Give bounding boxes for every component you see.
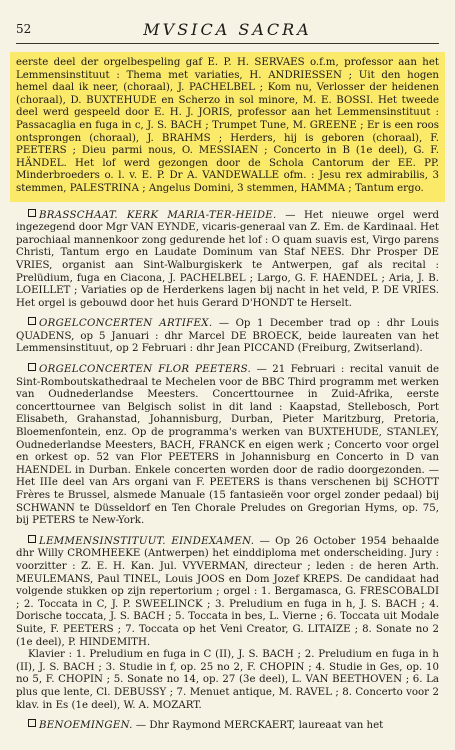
highlighted-paragraph: eerste deel der orgelbespeling gaf E. P. H. SERVAES o.f.m, professor aan het Lemmensinstituut : Thema met variaties, H. ANDRIESSEN ; Uit den hogen hemel daal ik neer, (choraal), J. PACHELBEL ; Kom nu, Verlosser der heidenen (choraal), D. BUXTEHUDE en Scherzo in sol minore, M. E. BOSSI. Het tweede deel werd gespeeld door E. H. J. JORIS, professor aan het Lemmensinstituut : Passacaglia en fuga in c, J. S. BACH ; Trumpet Tune, M. GREENE ; Er is een roos ontsprongen (choraal), J. BRAHMS ; Herders, hij is geboren (choraal), F. PEETERS ; Dieu parmi nous, O. MESSIAEN ; Concerto in B (1e deel), G. F. HÄNDEL. Het lof werd gezongen door de Schola Cantorum der EE. PP. Minderbroeders o. l. v. E. P. Dr A. VANDEWALLE ofm. : Jesu rex admirabilis, 3 stemmen, PALESTRINA ; Angelus Domini, 3 stemmen, HAMMA ; Tantum ergo. [10,52,445,202]
section-marker-icon [28,209,36,217]
section-heading: ORGELCONCERTEN FLOR PEETERS. [39,364,252,376]
section-marker-icon [28,535,36,543]
section-klavier [16,649,439,712]
section-heading: LEMMENSINSTITUUT. EINDEXAMEN. [39,535,255,547]
section-marker-icon [28,719,36,727]
article-body [16,52,439,733]
running-header [16,20,439,40]
section-heading: BRASSCHAAT. KERK MARIA-TER-HEIDE. [39,209,277,221]
section-heading: BENOEMINGEN. [39,720,133,732]
section-text: — 21 Februari : recital vanuit de Sint-Romboutskathedraal te Mechelen voor de BBC Third programm met werken van Oudnederlandse Meesters. Concerttournee in Zuid-Afrika, eerste concerttournee van Belgisch solist in dit land : Kaapstad, Stellebosch, Port Elisabeth, Grahanstad, Johannisburg, Durban, Pieter Maritzburg, Pretoria, Bloemenfontein, enz. Op de programma's werken van BUXTEHUDE, STANLEY, Oudnederlandse Meesters, BACH, FRANCK en eigen werk ; Concerto voor orgel en orkest op. 52 van Flor PEETERS in Johannisburg en Concerto in D van HAENDEL in Durban. Enkele concerten worden door de radio doorgezonden. — Het IIIe deel van Ars organi van F. PEETERS is thans verschenen bij SCHOTT Frères te Brussel, alsmede Manuale (15 fantasieën voor orgel zonder pedaal) bij SCHWANN te Düsseldorf en Ten Chorale Preludes on Gregorian Hyms, op. 75, bij PETERS te New-York. [16,364,439,527]
section-heading: ORGELCONCERTEN ARTIFEX. [39,318,213,330]
header-rule [16,43,439,44]
section-marker-icon [28,317,36,325]
page-number: 52 [16,22,32,36]
section-marker-icon [28,363,36,371]
running-title: MVSICA SACRA [143,20,312,39]
section-text: — Op 1 December trad op : dhr Louis QUADENS, op 5 Januari : dhr Marcel DE BROECK, beide laureaten van het Lemmensinstituut, op 2 Februari : dhr Jean PICCAND (Freiburg, Zwitserland). [16,318,439,355]
section-text: — Op 26 October 1954 behaalde dhr Willy CROMHEEKE (Antwerpen) het einddiploma met onderscheiding. Jury : voorzitter : Z. E. H. Kan. Jul. VYVERMAN, directeur ; leden : de heren Arth. MEULEMANS, Paul TINEL, Louis JOOS en Dom Jozef KREPS. De candidaat had volgende stukken op zijn repertorium ; orgel : 1. Bergamasca, G. FRESCOBALDI ; 2. Toccata in C, J. P. SWEELINCK ; 3. Preludium en fuga in h, J. S. BACH ; 4. Dorische toccata, J. S. BACH ; 5. Toccata in bes, L. Vierne ; 6. Toccata uit Modale Suite, F. PEETERS ; 7. Toccata op het Veni Creator, G. LITAIZE ; 8. Sonate no 2 (1e deel), P. HINDEMITH. [16,535,439,648]
section-flor-peeters [16,363,439,528]
section-text: — Dhr Raymond MERCKAERT, laureaat van het [135,720,384,732]
section-benoemingen [16,719,439,733]
section-lemmensinstituut [16,535,439,649]
section-artifex [16,317,439,356]
section-text: Klavier : 1. Preludium en fuga in C (II), J. S. BACH ; 2. Preludium en fuga in h (II), J. S. BACH ; 3. Studie in f, op. 25 no 2, F. CHOPIN ; 4. Studie in Ges, op. 10 no 5, F. CHOPIN ; 5. Sonate no 14, op. 27 (3e deel), L. VAN BEETHOVEN ; 6. La plus que lente, Cl. DEBUSSY ; 7. Menuet antique, M. RAVEL ; 8. Concerto voor 2 klav. in Es (1e deel), W. A. MOZART. [16,649,439,711]
section-brasschaat [16,209,439,311]
section-text: — Het nieuwe orgel werd ingezegend door Mgr VAN EYNDE, vicaris-generaal van Z. Em. de Kardinaal. Het parochiaal mannenkoor zong gedurende het lof : O quam suavis est, Virgo parens Christi, Tantum ergo en Laudate Dominum van Staf NEES. Dhr Prosper DE VRIES, organist aan Sint-Walburgiskerk te Antwerpen, gaf als recital : Prelüdium, fuga en Ciacona, J. PACHELBEL ; Largo, G. F. HAENDEL ; Aria, J. B. LOEILLET ; Variaties op de Herderkens lagen bij nacht in het veld, P. DE VRIES. Het orgel is gebouwd door het huis Gerard D'HONDT te Herselt. [16,209,439,309]
